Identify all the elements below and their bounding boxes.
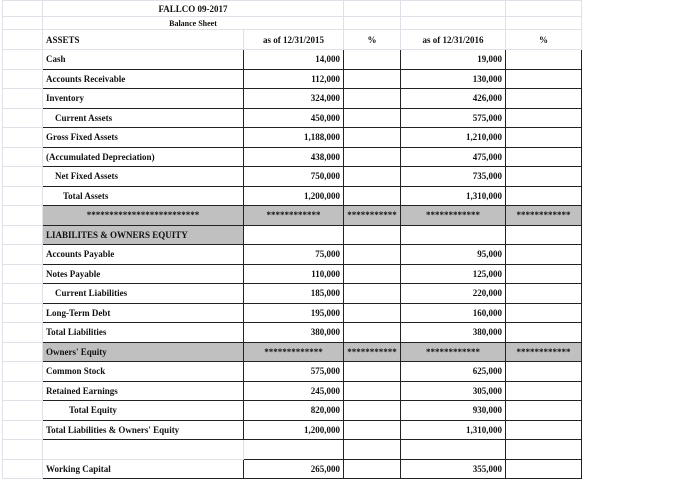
value-2016[interactable]: 380,000 xyxy=(401,323,506,343)
balance-sheet-grid xyxy=(2,0,582,479)
value-2016[interactable]: 1,310,000 xyxy=(401,420,506,440)
value-2015[interactable]: 750,000 xyxy=(244,167,344,187)
empty-cell[interactable] xyxy=(43,440,244,460)
row-gutter-cell[interactable] xyxy=(3,459,43,479)
value-2015[interactable]: 1,188,000 xyxy=(244,128,344,148)
value-2015[interactable]: 110,000 xyxy=(244,264,344,284)
pct-2015-cell[interactable] xyxy=(344,89,401,109)
header-2016[interactable]: as of 12/31/2016 xyxy=(401,30,506,50)
value-2015[interactable]: 438,000 xyxy=(244,147,344,167)
pct-2016-cell[interactable] xyxy=(506,420,582,440)
value-2016[interactable]: 735,000 xyxy=(401,167,506,187)
empty-cell-pct-2016[interactable] xyxy=(506,225,582,245)
pct-2016-cell[interactable] xyxy=(506,69,582,89)
pct-2015-cell[interactable] xyxy=(344,69,401,89)
empty-cell[interactable] xyxy=(401,1,506,17)
sheet-subtitle[interactable]: Balance Sheet xyxy=(43,17,344,30)
pct-2015-cell[interactable] xyxy=(344,108,401,128)
table-row xyxy=(3,245,582,265)
separator-pct-2015[interactable]: *********** xyxy=(344,342,401,362)
table-row xyxy=(3,440,582,460)
row-gutter-cell[interactable] xyxy=(3,186,43,206)
separator-2016[interactable]: ************ xyxy=(401,342,506,362)
row-gutter-cell[interactable] xyxy=(3,108,43,128)
assets-header[interactable]: ASSETS xyxy=(43,30,244,50)
empty-cell[interactable] xyxy=(401,17,506,30)
pct-2015-cell[interactable] xyxy=(344,284,401,304)
header-pct-2016[interactable]: % xyxy=(506,30,582,50)
pct-2016-cell[interactable] xyxy=(506,381,582,401)
row-gutter-cell[interactable] xyxy=(3,69,43,89)
pct-2015-cell[interactable] xyxy=(344,167,401,187)
row-label[interactable]: Inventory xyxy=(43,89,244,109)
value-2015[interactable]: 1,200,000 xyxy=(244,186,344,206)
value-2016[interactable]: 575,000 xyxy=(401,108,506,128)
value-2016[interactable]: 130,000 xyxy=(401,69,506,89)
value-2016[interactable]: 930,000 xyxy=(401,401,506,421)
table-row xyxy=(3,362,582,382)
table-row xyxy=(3,186,582,206)
value-2015[interactable]: 265,000 xyxy=(244,459,344,479)
row-gutter-cell[interactable] xyxy=(3,50,43,70)
pct-2015-cell[interactable] xyxy=(344,264,401,284)
value-2016[interactable]: 19,000 xyxy=(401,50,506,70)
row-label[interactable]: Accounts Receivable xyxy=(43,69,244,89)
value-2015[interactable]: 450,000 xyxy=(244,108,344,128)
value-2016[interactable]: 625,000 xyxy=(401,362,506,382)
separator-pct-2015[interactable]: *********** xyxy=(344,206,401,226)
row-label[interactable]: Gross Fixed Assets xyxy=(43,128,244,148)
table-row xyxy=(3,342,582,362)
row-label[interactable]: Total Assets xyxy=(43,186,244,206)
table-row xyxy=(3,69,582,89)
value-2016[interactable]: 95,000 xyxy=(401,245,506,265)
empty-cell[interactable] xyxy=(506,1,582,17)
row-label[interactable]: Accounts Payable xyxy=(43,245,244,265)
table-row xyxy=(3,89,582,109)
row-label[interactable]: Total Liabilities xyxy=(43,323,244,343)
empty-cell-pct-2016[interactable] xyxy=(506,440,582,460)
value-2015[interactable]: 14,000 xyxy=(244,50,344,70)
row-gutter-cell[interactable] xyxy=(3,245,43,265)
value-2015[interactable]: 195,000 xyxy=(244,303,344,323)
pct-2016-cell[interactable] xyxy=(506,89,582,109)
table-row xyxy=(3,284,582,304)
title-row xyxy=(3,1,582,17)
subtitle-row xyxy=(3,17,582,30)
pct-2016-cell[interactable] xyxy=(506,167,582,187)
pct-2016-cell[interactable] xyxy=(506,147,582,167)
table-row xyxy=(3,50,582,70)
empty-cell[interactable] xyxy=(344,17,401,30)
empty-cell-2015[interactable] xyxy=(244,225,344,245)
table-row xyxy=(3,459,582,479)
value-2016[interactable]: 426,000 xyxy=(401,89,506,109)
value-2015[interactable]: 185,000 xyxy=(244,284,344,304)
table-row xyxy=(3,401,582,421)
pct-2015-cell[interactable] xyxy=(344,245,401,265)
value-2015[interactable]: 380,000 xyxy=(244,323,344,343)
pct-2015-cell[interactable] xyxy=(344,362,401,382)
table-row xyxy=(3,206,582,226)
table-row xyxy=(3,381,582,401)
value-2016[interactable]: 1,210,000 xyxy=(401,128,506,148)
value-2015[interactable]: 575,000 xyxy=(244,362,344,382)
row-gutter-cell[interactable] xyxy=(3,167,43,187)
value-2015[interactable]: 245,000 xyxy=(244,381,344,401)
header-2015[interactable]: as of 12/31/2015 xyxy=(244,30,344,50)
pct-2015-cell[interactable] xyxy=(344,459,401,479)
pct-2016-cell[interactable] xyxy=(506,186,582,206)
separator-pct-2016[interactable]: ************ xyxy=(506,342,582,362)
pct-2016-cell[interactable] xyxy=(506,50,582,70)
row-label[interactable]: Retained Earnings xyxy=(43,381,244,401)
row-label[interactable]: Current Assets xyxy=(43,108,244,128)
separator-2015[interactable]: ************* xyxy=(244,342,344,362)
value-2015[interactable]: 820,000 xyxy=(244,401,344,421)
table-row xyxy=(3,128,582,148)
sheet-title[interactable]: FALLCO 09-2017 xyxy=(43,1,344,17)
table-row xyxy=(3,303,582,323)
pct-2016-cell[interactable] xyxy=(506,108,582,128)
row-gutter-cell[interactable] xyxy=(3,128,43,148)
row-gutter-cell[interactable] xyxy=(3,264,43,284)
row-label[interactable]: Cash xyxy=(43,50,244,70)
pct-2015-cell[interactable] xyxy=(344,128,401,148)
empty-cell-2016[interactable] xyxy=(401,225,506,245)
row-label[interactable]: Common Stock xyxy=(43,362,244,382)
table-row xyxy=(3,108,582,128)
row-gutter-cell[interactable] xyxy=(3,420,43,440)
row-gutter-cell[interactable] xyxy=(3,401,43,421)
pct-2015-cell[interactable] xyxy=(344,401,401,421)
row-gutter-cell[interactable] xyxy=(3,17,43,30)
empty-cell-pct-2015[interactable] xyxy=(344,225,401,245)
pct-2015-cell[interactable] xyxy=(344,323,401,343)
row-label[interactable]: (Accumulated Depreciation) xyxy=(43,147,244,167)
row-label[interactable]: Working Capital xyxy=(43,459,244,479)
value-2016[interactable]: 125,000 xyxy=(401,264,506,284)
pct-2015-cell[interactable] xyxy=(344,50,401,70)
row-gutter-cell[interactable] xyxy=(3,89,43,109)
empty-cell[interactable] xyxy=(506,17,582,30)
row-gutter-cell[interactable] xyxy=(3,362,43,382)
pct-2016-cell[interactable] xyxy=(506,245,582,265)
pct-2016-cell[interactable] xyxy=(506,303,582,323)
table-row xyxy=(3,167,582,187)
value-2016[interactable]: 475,000 xyxy=(401,147,506,167)
separator-2015[interactable]: ************ xyxy=(244,206,344,226)
row-label[interactable]: Current Liabilities xyxy=(43,284,244,304)
value-2016[interactable]: 220,000 xyxy=(401,284,506,304)
row-gutter-cell[interactable] xyxy=(3,147,43,167)
row-gutter-cell[interactable] xyxy=(3,225,43,245)
row-label[interactable]: Net Fixed Assets xyxy=(43,167,244,187)
row-label[interactable]: Notes Payable xyxy=(43,264,244,284)
empty-cell-2015[interactable] xyxy=(244,440,344,460)
value-2016[interactable]: 355,000 xyxy=(401,459,506,479)
pct-2016-cell[interactable] xyxy=(506,264,582,284)
table-row xyxy=(3,225,582,245)
empty-cell-pct-2015[interactable] xyxy=(344,440,401,460)
row-gutter-cell[interactable] xyxy=(3,284,43,304)
pct-2015-cell[interactable] xyxy=(344,420,401,440)
row-gutter-cell[interactable] xyxy=(3,30,43,50)
empty-cell[interactable] xyxy=(344,1,401,17)
row-gutter-cell[interactable] xyxy=(3,381,43,401)
row-gutter-cell[interactable] xyxy=(3,206,43,226)
value-2015[interactable]: 112,000 xyxy=(244,69,344,89)
empty-cell-2016[interactable] xyxy=(401,440,506,460)
header-row xyxy=(3,30,582,50)
pct-2015-cell[interactable] xyxy=(344,381,401,401)
pct-2016-cell[interactable] xyxy=(506,323,582,343)
pct-2015-cell[interactable] xyxy=(344,147,401,167)
table-row xyxy=(3,420,582,440)
pct-2015-cell[interactable] xyxy=(344,303,401,323)
table-row xyxy=(3,264,582,284)
row-label[interactable]: Total Equity xyxy=(43,401,244,421)
row-label[interactable]: Total Liabilities & Owners' Equity xyxy=(43,420,244,440)
value-2015[interactable]: 1,200,000 xyxy=(244,420,344,440)
value-2016[interactable]: 305,000 xyxy=(401,381,506,401)
pct-2016-cell[interactable] xyxy=(506,128,582,148)
pct-2015-cell[interactable] xyxy=(344,186,401,206)
section-header[interactable]: LIABILITES & OWNERS EQUITY xyxy=(43,225,244,245)
pct-2016-cell[interactable] xyxy=(506,401,582,421)
pct-2016-cell[interactable] xyxy=(506,284,582,304)
table-row xyxy=(3,323,582,343)
row-label[interactable]: Long-Term Debt xyxy=(43,303,244,323)
pct-2016-cell[interactable] xyxy=(506,362,582,382)
separator-pct-2016[interactable]: ************ xyxy=(506,206,582,226)
table-row xyxy=(3,147,582,167)
row-gutter-cell[interactable] xyxy=(3,342,43,362)
value-2015[interactable]: 75,000 xyxy=(244,245,344,265)
separator-2016[interactable]: ************ xyxy=(401,206,506,226)
owners-equity-header[interactable]: Owners' Equity xyxy=(43,342,244,362)
value-2016[interactable]: 160,000 xyxy=(401,303,506,323)
value-2016[interactable]: 1,310,000 xyxy=(401,186,506,206)
row-gutter-cell[interactable] xyxy=(3,323,43,343)
row-gutter-cell[interactable] xyxy=(3,440,43,460)
header-pct-2015[interactable]: % xyxy=(344,30,401,50)
value-2015[interactable]: 324,000 xyxy=(244,89,344,109)
row-gutter-cell[interactable] xyxy=(3,303,43,323)
pct-2016-cell[interactable] xyxy=(506,459,582,479)
row-gutter-cell[interactable] xyxy=(3,1,43,17)
separator-label[interactable]: ************************* xyxy=(43,206,244,226)
